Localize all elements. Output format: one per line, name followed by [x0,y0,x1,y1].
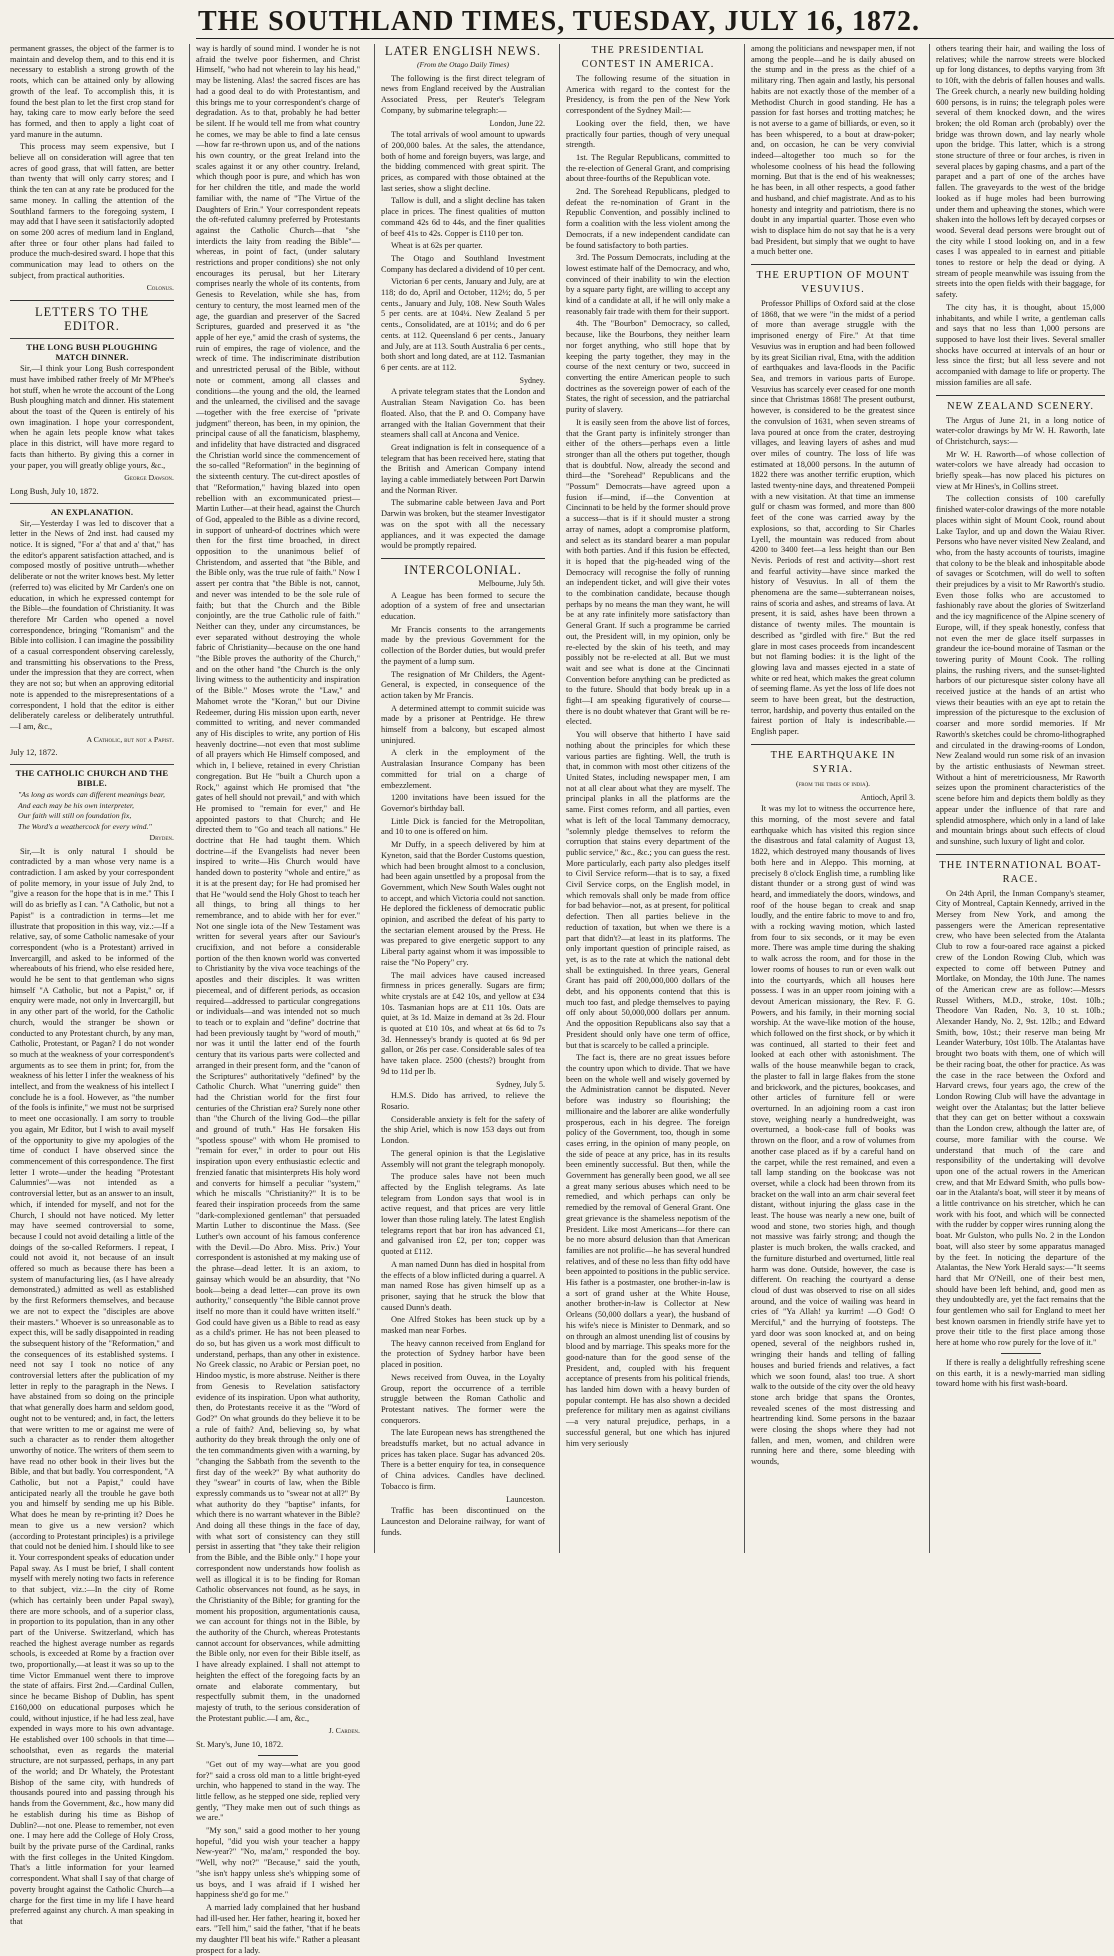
divider [258,1755,298,1756]
farming-article-text: permanent grasses, the object of the farmer is to maintain and develop them, and to this end it is necessary to establish a strong growth of the roots, which can be attained only by allowing growth of the leaf. To accomplish this, it is found the best plan to let the first crop stand for hay, taking care to mow early before the seed has formed, and then to apply a light coat of yard manure in the autumn. [10,44,174,139]
verse-line-1: "As long as words can different meanings bear, [18,790,165,800]
closing-anecdote: If there is really a delightfully refreshing scene on this earth, it is a newly-married man sidling toward home with his first wash-board. [936,1357,1105,1389]
masthead-rule [196,38,1114,39]
verse-line-2: And each may be his own interpreter, [18,800,134,810]
column-1 [4,44,180,1926]
intercolonial-p13: A determined attempt to commit suicide was made by a prisoner at Pentridge. He threw himself from a balcony, but escaped almost uninjured. [381,703,545,745]
intercolonial-p14: A clerk in the employment of the Australasian Insurance Company has been committed for trial on a charge of embezzlement. [381,748,545,790]
english-news-p6: Victorian 6 per cents, January and July, are at 118; do do, April and October, 112½; do, 5 per cents., January and July, 108. New South Wales 5 per cents. are at 104¼. New Zealand 5 per cents., Consolidated, are at 101½; and do 6 per cents. at 112. Queensland 6 per cents., January and July, are at 113. South Australia 6 per cents., both short and long dated, are at 112. Tasmanian 6 per cents. are at 112. [381,277,545,372]
dateline-sydney: Sydney. [519,375,545,385]
intercolonial-p18: The mail advices have caused increased firmness in prices generally. Sugars are firm; white crystals are at £42 10s, and yellow at £34 10s. Tasmanian hops are at £11 10s. Oats are quiet, at 3s 1d. Maize in demand at 3s 2d. Flour is quoted at £10 10s, and wheat at 6s 6d to 7s 3d. Hennessey's brandy is quoted at 6s 9d per gallon, or 26s per case. Considerable sales of tea have taken place. 2500 (chests?) brought from 9d to 11d per lb. [381,970,545,1076]
letter-1-signature: George Dawson. [124,473,174,483]
scenery-p1: The Argus of June 21, in a long notice of water-color drawings by Mr W. H. Raworth, late of Christchurch, says:— [936,415,1105,446]
letter-3-title: THE CATHOLIC CHURCH AND THE BIBLE. [10,764,174,788]
letter-3-body: Sir,—It is only natural I should be contradicted by a man whose very name is a contradiction. I am asked by your correspondent of polite memory, in your issue of July 2nd, to "give a reason for the hope that is in me." This I will do as briefly as I can. "A Catholic, but not a Papist" is a contradiction in terms—let me illustrate that proposition in this way, viz.:—If a relative, say, of some Catholic namesake of your correspondent (who is a Protestant) arrived in Invercargill, and asked to be informed of the whereabouts of his friend, who else resided here, would he be sent to that gentleman who signs himself "A Catholic, but not a Papist," or, if enquiry were made, not only in Invercargill, but in any other part of the world, for the Catholic church, would the stranger be shown or conducted to any Protestant church, by any man, Catholic, Protestant, or Pagan? I do not wonder so much at the weakness of your correspondent's arguments as to see them in print; for, from the weakness of his letter I infer the weakness of his intellect, and from the weakness of his intellect I conclude he is a fool. However, as "the number of the fools is infinite," we must not be surprised to meet one occasionally. I am sorry to trouble you again, Mr Editor, but I wish to avail myself of the opportunity to give my apologies of the time of conduct I have observed since the commencement of this correspondence. The first letter I wrote—under the heading "Protestant Calumnies"—was not intended as a controversial letter, but as an answer to an insult, which, if intended for myself, and not for the Church, I should not have noticed. My letter may have seemed controversial to some, because I could not avoid detailing a little of the doings of the so-called Reformers. I repeat, I could not avoid it, not because of an insult offered so much as because there has been a system of manufacturing lies, (as I have already demonstrated,) admitted as well as established by the first Reformers themselves, and because we are not to expect the "disciples are above their masters." Whoever is so unreasonable as to expect this, will be sadly disappointed in reading the subsequent history of the "Reformation," and the consequences of its established systems. I need not say I took no notice of any controversial letters after the publication of my letter in reply to the paragraph in the News. I have abstained from so doing on the principle that what generally does harm and seldom good, ought not to be ventured; and, in fact, the letters that were written to me or against me were of such a character as to render them altogether unworthy of notice. The writers of them seem to have read no other book in their lives but the Bible, and that but badly. You correspondent, "A Catholic, but not a Papist," could have anticipated nearly all the trouble he gave both you and himself by sending me up his Bible. What does he mean by re-printing it? Does he mean to give us a new version? which (according to Protestant principles) is a privilege that could not be denied him. I should like to see it. Your correspondent speaks of education under Papal sway. As I must be brief, I shall content myself with merely noting two facts in reference to that subject, viz.:—In the city of Rome (which has certainly been under Papal sway), there are more schools, and of a superior class, in proportion to its population, than in any other part of the Universe. Switzerland, which has reached the highest average number as regards schools, is exceeded at Rome by a fraction over two, proportionally,—at least it was so up to the time Victor Emmanuel went there to improve the state of affairs. First 2nd.—Cardinal Cullen, since he became Bishop of Dublin, has spent £160,000 on educational purposes which he could, without injustice, if he had less zeal, have expended in ways more to his own advantage. He established over 100 schools in that time—schoolsthat, even as regards the material structure, are not surpassed, perhaps, in any part of the world; and Dr Whately, the Protestant Bishop of the same city, with hundreds of thousands poured into and passing through his hands from the Government, &c., how many did he establish during his time as Bishop of Dublin?—not one. Please to remember, not even one. I may here add the College of Holy Cross, built by the private purse of the Cardinal, ranks with the first colleges in the United Kingdom. That's a little information for your learned correspondent. What shall I say of that charge of poverty brought against the Catholic Church—a charge for the first time in my life I have heard preferred against any church. A man speaking in that [10,846,174,1926]
farming-article-text-2: This process may seem expensive, but I believe all on consideration will agree that ten acres of good grass, that will fatten, are better than twenty that will only carry stores; and I think the ten can at any rate be produced for the same money. In calling the attention of the Southland farmers to the foregoing system, I may add that I have seen it satisfactorily adopted on some 200 acres of medium land in England, after three or four other plans had failed to produce the much-desired sward. I hope that this communication may lead to others on the subject, from practical authorities. [10,142,174,280]
intercolonial-p11: Mr Francis consents to the arrangements made by the previous Government for the collection of the Border duties, but would prefer the payment of a lump sum. [381,624,545,666]
english-news-source: (From the Otago Daily Times) [416,60,510,69]
letter-1-place: Long Bush, July 10, 1872. [10,486,99,496]
masthead [198,6,918,40]
boat-race-heading: THE INTERNATIONAL BOAT-RACE. [936,854,1105,887]
presidential-p2: Looking over the field, then, we have practically four parties, though of very unequal strength. [566,118,730,150]
dateline-launceston: Launceston. [506,1494,545,1504]
letters-heading: LETTERS TO THE EDITOR. [10,300,174,333]
english-news-p7: A private telegram states that the London and Australian Steam Navigation Co. has been floated. Also, that the P. and O. Company have arranged with the Italian Government that their steamers shall call at Ancona and Venice. [381,387,545,440]
anecdote-1: "Get out of my way—what are you good for?" said a cross old man to a little bright-eyed urchin, who happened to stand in the way. The little fellow, as he stepped one side, replied very gently, "They make men out of such things as we are." [196,1759,360,1823]
column-2 [189,44,366,1955]
english-news-p5: The Otago and Southland Investment Company has declared a dividend of 10 per cent. [381,253,545,274]
intercolonial-p16: Little Dick is fancied for the Metropolitan, and 10 to one is offered on him. [381,816,545,837]
presidential-p5: 3rd. The Possum Democrats, including at the lowest estimate half of the Democracy, and who, convinced of their inability to win the election by a square party fight, are willing to accept any kind of a candidate at all, if he will only make a reasonably fair trade with them for their support. [566,253,730,316]
intercolonial-p26: News received from Ouvea, in the Loyalty Group, report the occurrence of a terrible struggle between the Roman Catholic and Protestant natives. The former were the conquerors. [381,1372,545,1425]
column-5 [744,44,921,1553]
intercolonial-p10: A League has been formed to secure the adoption of a system of free and unsectarian education. [381,590,545,622]
farming-signature: Colonus. [146,283,174,293]
intercolonial-p12: The resignation of Mr Childers, the Agent-General, is expected, in consequence of the action taken by Mr Francis. [381,669,545,700]
column-3 [374,44,551,1553]
presidential-p4: 2nd. The Sorehead Republicans, pledged to defeat the re-nomination of Grant in the Republic Convention, and possibly inclined to form a coalition with the less violent among the Democrats, if a new independent candidate can be found satisfactory to both parties. [566,187,730,250]
syria-body: It was my lot to witness the occurrence here, this morning, of the most severe and fatal earthquake which has visited this region since the disastrous and fatal calamity of August 13, 1822, which destroyed many thousands of lives both here and in Aleppo. This morning, at precisely 8 o'clock English time, a rumbling like distant thunder or a strong gust of wind was heard, and immediately the doors, windows, and roof of the house began to creak and snap loudly, and the entire fabric to move to and fro, with a rocking waving motion, which lasted from four to six seconds, or it may be even more. There was ample time during the shaking to walk across the room, and for those in the lower rooms of houses to run or even walk out into the courtyards, which all houses here possess. I was in an upper room joining with a devout American missionary, the Rev. F. G. Powers, and his family, in their morning social worship. At the wave-like motion of the house, which followed on the first shock, or by which it was continued, all started to their feet and looked at each other with astonishment. The walls of the house meanwhile began to crack, the plaster to fall in large flakes from the stone and brickwork, and the pictures, bookcases, and other articles of furniture fell or were overturned. In an adjoining room a cast iron stove, weighing nearly a hundredweight, was overturned, a book-case full of books was thrown on the floor, and a row of volumes from another case placed as if by a careful hand on the carpet, while the rest remained, and even a tall lamp standing on the bookcase was not overset, while a clock had been thrown from its bracket on the wall into an arm chair several feet distant, without injuring the glass case in the least. The house was nearly a new one, built of wood and stone, two stories high, and though not massive was fairly strong; and though the plaster is much broken, the walls cracked, and the furniture disturbed and overturned, little real harm was done. Outside, however, the case is different. On reaching the courtyard a dense cloud of dust was observed to rise on all sides around, and the voice of wailing was heard in cries of "Ya Allah! ya kurrim! —O God! O Merciful," and the hurrying of footsteps. The yard door was soon knocked at, and on being opened, several of the neighbors rushed in, wringing their hands and telling of falling houses and buried friends and relatives, a fact which we soon found, alas! too true. A short walk to the outside of the city over the old heavy stone arch bridge that spans the Orontes, revealed scenes of the most distressing and heartrending kind. Some persons in the bazaar were closing the shops where they had not fallen, and men, women, and children were running here and there, some bleeding with wounds, [751,804,915,1467]
column-4 [559,44,736,1553]
intercolonial-p28: Traffic has been discontinued on the Launceston and Deloraine railway, for want of funds. [381,1506,545,1537]
intercolonial-p17: Mr Duffy, in a speech delivered by him at Kyneton, said that the Border Customs question, which had been brought almost to a conclusion, had been again unsettled by a proposal from the Government, which New South Wales ought not to accept, and which Victoria could not sanction. He deplored the fickleness of democratic public opinion, and ascribed the defeat of his party to the sectarian element aroused by the Press. He was prepared to give energetic support to any Liberal party against whom it was impossible to raise the "No Popery" cry. [381,840,545,967]
intercolonial-p19: H.M.S. Dido has arrived, to relieve the Rosario. [381,1091,545,1111]
presidential-heading: THE PRESIDENTIAL CONTEST IN AMERICA. [581,45,715,70]
scenery-heading: NEW ZEALAND SCENERY. [936,395,1105,414]
english-news-p8: Great indignation is felt in consequence of a telegram that has been received here, stating that the British and American Company intend laying a cable immediately between Port Darwin and the Norman River. [381,442,545,495]
intercolonial-p21: The general opinion is that the Legislative Assembly will not grant the telegraph monopoly. [381,1148,545,1169]
intercolonial-p25: The heavy cannon received from England for the protection of Sydney harbor have been placed in position. [381,1338,545,1370]
letter-3-continued: way is hardly of sound mind. I wonder he is not afraid the twelve poor fishermen, and Christ Himself, "who had not wherein to lay his head," may be listening. Alas! the sacred fisces are has had a good deal to do with Protestantism, and this brings me to your correspondent's charge of degradation. As to that, probably he had better be silent. If he would tell me from what country he comes, we may be able to find a late census—how far re-thrown upon us, and of the nations his own country, or the great Ireland into the scales against it or any other country. Ireland, which though poor is pure, and which has won for her children the title, and made the world familiar with, the name of "The Virtue of the Daughters of Erin." Your correspondent repeats the oft-refuted calumny preferred by Protestants against the Catholic Church—that "she interdicts the laity from reading the Bible"—whereas, in point of fact, (under salutary restrictions and proper conditions) she not only encourages its perusal, but her Literary comprises nearly the whole of its contents, from Genesis to Revelation, while she has, from century to century, the most learned men of the age, the guardian and preserver of the Sacred Scriptures, guarded and preserved it as "the apple of her eye," amid the crash of systems, the ruin of empires, the rage of violence, and the wreck of time. The indiscriminate distribution and unrestricted perusal of the Bible, without note or comment, among all classes and conditions—the young and the old, the learned and the unlearned, the civilised and the savage—together with the free exercise of "private judgment" thereon, has been, in my opinion, the principal cause of all the fanaticism, blasphemy, and infidelity that have distracted and disgraced the Christian world since the commencement of the so-called "Reformation" in the beginning of the sixteenth century. The cut-direct apostles of that "Reformation," having blazed into open rebellion with an excommunicated priest—Martin Luther—at their head, against the Church of God, appealed to the Bible as a divine record, in support of unheard-of doctrines which were then for the first time broached, in direct opposition to the unanimous belief of Christendom, and asserted that "the Bible, and the Bible only, was the true rule of faith." Now I assert per contra that "the Bible is not, cannot, and never was intended to be the sole rule of faith; but that the Church and the Bible conjointly, are the true Catholic rule of faith." Neither can they, under any circumstances, be ever separated without destroying the whole fabric of Christianity—because on the one hand "the Bible proves the authority of the Church," and on the other hand "the Church is the only living witness to the authenticity and inspiration of the Bible." Moses wrote the "Law," and Mahomet wrote the "Koran," but our Divine Redeemer, during His mission upon earth, never committed to writing, and never commanded any of His disciples to write, any portion of His heavenly doctrine—not even that most sublime of all prayers which He Himself composed, and which in, I believe, retained in every Christian congregation. But He "built a Church upon a Rock," against which He promised that "the gates of hell should not prevail," and with which He promised to "remain for ever," and He appointed pastors to that Church; and He directed them to "Go and teach all nations." He doctrine that He had taught them. Which doctrine—if the Evangelists had never been inspired to write—His Church would have handed down to posterity "whole and entire," as it is at the present day; for He had promised her that He "would send the Holy Ghost to teach her all things, to bring all things to her remembrance, and to abide with her for ever." Not one single iota of the New Testament was written for several years after our Saviour's crucifixion, and not before a considerable portion of the then known world was converted to Christianity by the viva voce teachings of the apostles and their disciples. It was written piecemeal, and of different periods, as occasion required—addressed to particular congregations or individuals—and was intended not so much to teach or to explain and "define" doctrine that had been previously taught by "word of mouth," nor was it until the latter end of the fourth century that its various parts were collected and arranged in their present form, and the "canon of the Scriptures" authoritatively "defined" by the Catholic Church. What "unerring guide" then had the Christian world for the first four centuries of the Christian era? Surely none other than "the Church of the living God—the pillar and ground of truth." Has He forsaken His "spotless spouse" with whom He promised to "remain for ever," in order to pour out His inspiration upon every enthusiastic eclectic and frenzied fanatic that misinterprets His holy word and converts for himself a peculiar "system," which he miscalls "Christianity?" It is to be feared their inspiration proceeds from the same "dark-complexioned gentleman" that persuaded Martin Luther to discontinue the Mass. (See Luther's own account of his famous conference with the Devil.—Do Abro. Miss. Priv.) Your correspondent is astonished at my making use of the phrase—dead letter. It is an axiom, to gainsay which would be an absurdity, that "No book—being a dead letter—can prove its own authority," consequently "the Bible cannot prove itself no more than it could have written itself." God could have given us a Bible to read as easy as a child's primer. He has not been pleased to do so, but has given us a work most difficult to understand, perhaps, than any other in existence. No Greek classic, no Arabic or Persian poet, no Hindoo mystic, is more abstruse. Neither is there from Genesis to Revelation satisfactory evidence of its inspiration. Upon what authority, then, do Protestants receive it as the "Word of God?" On what grounds do they believe it to be a rule of faith? And, believing so, by what authority do they break through the only one of the ten commandments given with a warning, by "changing the Sabbath from the seventh to the first day of the week?" By what authority do they "swear" in courts of law, when the Bible expressly commands us to "swear not at all?" By what authority do they "baptise" infants, for which there is no warrant whatever in the Bible? And doing all these things in the face of day, with what sort of consistency can they still persist in asserting that "they take their religion from the Bible, and the Bible only." I hope your correspondent now understands how foolish as well as illogical it is to be finding for Roman Catholic observances not found, as he says, in the Christianity of the Bible; for granting for the moment his proposition, argumentationis causa, we can account for things not in the Bible, by the authority of the Church, whereas Protestants cannot account for observances, while admitting the Bible only, nor even for their Bible itself, as I have already explained. I shall not attempt to heighten the effect of the foregoing facts by an ornate and elaborate commentary, but respectfully submit them, in the unadorned majesty of truth, to the serious consideration of the Protestant public.—I am, &c., [196,44,360,1723]
letter-2-body: Sir,—Yesterday I was led to discover that a letter in the News of 2nd inst. had caused my notice. It is signed, "For a' that and a' that," has the editor's apparent satisfaction attached, and is composed mostly of positive untruth—whether deliberate or not the writer knows best. My letter (referred to) was elicited by Mr Carden's one on education, in which he expressed contempt for the Bible—the foundation of Christianity. It was therefore Mr Carden who opened a novel correspondence, bringing "Romanism" and the Bible into collision. I can imagine the possibility of a casual correspondent observing carelessly, and transmitting his observations to the Press, under the impression that they are correct, when they are not so; but when an approving editorial note is appended to the misrepresentations of a correspondent, I hold that the editor is either deliberately careless or deliberately untruthful.—I am, &c., [10,518,174,731]
dateline-antioch: Antioch, April 3. [860,792,915,802]
intercolonial-p23: A man named Dunn has died in hospital from the effects of a blow inflicted during a quarrel. A man named Rose has given himself up as a prisoner, saying that he struck the blow that caused Dunn's death. [381,1259,545,1312]
scenery-p3: The collection consists of 100 carefully finished water-color drawings of the more notable places within sight of Mount Cook, round about Lake Taylor, and up and down the Waiau River. Persons who have never visited New Zealand, and who, from the hasty accounts of tourists, imagine that colony to be the bleak and inhospitable abode of savages or Scotchmen, will do well to soften their prejudices by a visit to Mr Raworth's studio. Even those folks who are accustomed to fashionably rave about the glories of Switzerland and the icy magnificence of the Alpine scenery of Europe, will, if they speak honestly, confess that not even the mer de glace itself surpasses in grandeur the ice-bound moraine of Tasman or the towering purity of Mount Cook. The rolling plains, the rushing rivers, and the sunset-lighted harbors of our picturesque sister colony have all received justice at the hands of an artist who views their beauties with an eye apt to retain the impression of the picturesque to the exclusion of coarser and more sordid memories. If Mr Raworth's sketches could be chromo-lithographed and circulated in the drawing-rooms of London, New Zealand would run some risk of an invasion by the artistic enthusiasts of Newman street. Without a hint of meretriciousness, Mr Raworth seizes upon the prominent characteristics of the scene before him and depicts them boldly as they appear under the influence of that rare and splendid atmosphere, which only in a land of lake and mountain brings about such effects of cloud and sunshine, such luxury of light and color. [936,494,1105,846]
verse-line-3: Our faith will still on foundation fix, [18,811,132,821]
presidential-p3: 1st. The Regular Republicans, committed to the re-election of General Grant, and comprising about three-fourths of the Republican vote. [566,152,730,184]
boat-race-p1: On 24th April, the Inman Company's steamer, City of Montreal, Captain Kennedy, arrived in the Mersey from New York, and among the passengers were the American representative crew, who have been selected from the Atalanta Club to row a four-oared race against a picked crew of the London Rowing Club, which was expected to come off between Putney and Mortlake, on Monday, the 10th June. The names of the American crew are as follow:—Messrs Russel Withers, M.D., stroke, 10st. 10lb.; Theodore Van Raden, No. 3, 10 st. 10lb.; Alexander Handy, No. 2, 9st. 12lb.; and Edward Smith, bow, 10st.; their reserve man being Mr Leander Waterbury, 10st 10lb. The Atalantas have brought two boats with them, one of which will be their racing boat, the other for practice. As was the case in the race between the Oxford and Harvard crews, four years ago, the crew of the London Rowing Club will have the advantage in weight over the Atalantas; but the latter believe that they can get on better without a coxswain than the London crew, although the latter are, of course, more familiar with the course. We understand that much of the care and responsibility of the undertaking will devolve upon one of the actual rowers in the American crew, and that Mr Edward Smith, who pulls bow-oar in the Atalanta's boat, will steer it by means of a little contrivance on his stretcher, which he can work with his foot, and which will be connected with the rudder by copper wires running along the boat. Mr Gulston, who pulls No. 2 in the London boat, will also steer by some apparatus managed by the feet. In noticing the departure of the Atalantas, the New York Herald says:—"It seems hard that Mr O'Neill, one of their best men, should have been left behind, and, good men as they undoubtedly are, yet the fact remains that the four gentlemen who sail for England to meet her best known oarsmen in friendly strife have yet to prove their title to the first place among those here at home who row purely for the love of it." [936,888,1105,1348]
masthead-paper: THE SOUTHLAND TIMES, [198,6,566,37]
english-news-p9: The submarine cable between Java and Port Darwin was broken, but the steamer Investigator was on the spot with all the necessary appliances, and it was expected the damage would be promptly repaired. [381,498,545,551]
letter-3-signature: J. Carden. [328,1726,360,1736]
intercolonial-p22: The produce sales have not been much affected by the English telegrams. As late telegram from London says that wool is in active request, and that prices are very little lower than those ruling lately. The latest English telegrams report that bar iron has advanced £1, and galvanised iron £2, per ton; copper was quoted at £112. [381,1172,545,1257]
presidential-continued: among the politicians and newspaper men, if not among the people—and he is daily abused on the stump and in the press as the chief of a military ring. Then again and lastly, his personal habits are not exactly those of the member of a Methodist Church in good standing. He has a passion for fast horses and trotting matches; he is not averse to a game of billiards, or even, so it has been whispered, to a bout at draw-poker; and, on occasion, he can be very convivial indeed—altogether too much so for the wholesome coolness of his head the following morning. But that is the end of his weaknesses; he has been, in all other respects, a good father and husband, and chief magistrate. And as to his honesty and integrity and patriotism, there is no doubt in any impartial quarter. Those even who wish to displace him do not say that he is a very bad President, but simply that we ought to have a much better one. [751,44,915,257]
syria-heading: THE EARTHQUAKE IN SYRIA. [751,744,915,777]
letter-1-body: Sir,—I think your Long Bush correspondent must have imbibed rather freely of Mr M'Phee's hot stuff, when he wrote the account of the Long Bush ploughing match and dinner. His statement about the toast of the Queen is entirely of his own imagination. I hope your correspondent, when he again lets people know what takes place in this district, will have more regard to facts than hitherto. By giving this a corner in your paper, you will greatly oblige yours, &c., [10,364,174,470]
intercolonial-p20: Considerable anxiety is felt for the safety of the ship Ariel, which is now 153 days out from London. [381,1114,545,1146]
presidential-p9: The fact is, there are no great issues before the country upon which to divide. That we have been on the whole well and wisely governed by the Administration cannot be disputed. Never before was industry so flourishing; the millionaire and the laborer are alike wonderfully prosperous, each in his degree. The foreign policy of the Government, too, though in some cases erring, in the opinion of many people, on the side of peace at any price, has in its results been eminently successful. But then, while the Government has generally been good, we all see a great many serious abuses which need to be remedied, and which perhaps can only be remedied by the removal of General Grant. One great grievance is the shameless nepotism of the President. Like most Americans—for there can be no more absurd delusion than that American families are not prolific—he has several hundred relatives, and of these no less than fifty odd have been appointed to positions in the public service. His father is a postmaster, one brother-in-law is a sort of grand usher at the White House, another brother-in-law is Collector at New Orleans (50,000 dollars a year), the husband of his wife's niece is Minister to Denmark, and so on through an almost unending list of cousins by blood and by marriage. This speaks more for the good-nature than for the good sense of the President, and, coupled with his frequent acceptance of presents from his political friends, has landed him down with a heavy burden of popular contempt. He has also shown a decided preference for military men as against civilians—a very natural prejudice, perhaps, in a successful general, but one which has injured him very seriously [566,1053,730,1448]
letter-2-title: AN EXPLANATION. [10,503,174,517]
letter-3-place: St. Mary's, June 10, 1872. [196,1740,284,1750]
presidential-p7: It is easily seen from the above list of forces, that the Grant party is infinitely stronger than either of the others—perhaps even a little stronger than all the others put together, though that is doubtful. Now, already the second and third—the "Sorehead" Republicans and the "Possum" Democrats—have agreed upon a fusion if—mind, if—the Convention at Cincinnati to be held by the former should prove a success—that is if it should muster a strong array of names, adopt a compromise platform, and select as its standard bearer a man popular with both parties. And if this fusion be effected, it is hoped that the pig-headed wing of the Democracy will recognise the folly of running an independent ticket, and will give their votes to the combination candidate, because though perhaps by no means the man they want, he will be at any rate infinitely more satisfactory than General Grant. If such a programme be carried out, the President will, in my opinion, only be re-elected by the skin of his teeth, and may possibly not be re-elected at all. But we must wait and see what is done at the Cincinnati Convention before anything can be predicted as to the future. Should that body break up in a fight—I am speaking figuratively of course—there is no doubt whatever that Grant will be re-elected. [566,417,730,727]
dateline-sydney-2: Sydney, July 5. [496,1079,545,1089]
masthead-day: TUESDAY, [572,6,717,37]
presidential-p8: You will observe that hitherto I have said nothing about the principles for which these various parties are fighting. Well, the truth is that, in common with most other citizens of the United States, including newspaper men, I am not at all clear about what they are myself. The principal planks in all the platforms are the same. First comes reform, and all parties, even what is left of the local Tammany democracy, "solemnly pledge themselves to reform the corruption that stains every department of the public service," &c., &c.; you can guess the rest. More particularly, each party also pledges itself to Civil Service reform—that is to say, a fixed Civil Service corps, on the English model, in which removals shall only be made from office for bad behavior—not, as at present, for political defection. Then all parties believe in the reduction of taxation, but when we there is a part that didn't?—at least in its platforms. The only important question of principle raised, as yet, is as to the rate at which the national debt shall be extinguished. In three years, General Grant has paid off 200,000,000 dollars of the debt, and his opponents contend that this is much too fast, and pledge themselves to paying off only about 50,000,000 dollars per annum. And the opposition Republicans also say that a President should only have one term of office, but that is scarcely to be called a principle. [566,730,730,1050]
english-news-p4: Wheat is at 62s per quarter. [391,241,483,251]
english-news-p3: Tallow is dull, and a slight decline has taken place in prices. The finest qualities of mutton command 42s 6d to 44s, and the finer qualities of beef 41s to 42s. Copper is £110 per ton. [381,196,545,238]
letter-2-place: July 12, 1872. [10,748,58,758]
intercolonial-p27: The late European news has strengthened the breadstuffs market, but no actual advance in prices has taken place. Sugar has advanced 20s. There is a better enquiry for tea, in consequence of China advices. Candles have declined. Tobacco is firm. [381,1428,545,1491]
syria-continued: others tearing their hair, and wailing the loss of relatives; while the narrow streets were blocked up for long distances, to depths varying from 3ft to 10ft, with the debris of fallen houses and walls. The Greek church, a nearly new building holding 600 persons, is in ruins; the telegraph poles were several of them knocked down, and the wires broken; the old Roman arch (probably) over the bridge was thrown down, and lay nearly whole upon the bridge. This latter, which is a strong stone structure of three or four arches, is riven in several places by gaping chasms, and a part of the parapet and a part of one of the arches have fallen. The graveyards to the west of the bridge looked as if huge moles had been burrowing under them and upheaving the stones, which were shaken into the hollows left by decayed corpses or wood. Several dead persons were brought out of the city while I stood looking on, and in a few cases I was appealed to in earnest and pitiable tones to restore or help the dead or dying. A stream of people meanwhile was issuing from the streets into the open fields with their baggage, for safety. [936,44,1105,300]
intercolonial-p15: 1200 invitations have been issued for the Governor's birthday ball. [381,793,545,813]
english-news-heading: LATER ENGLISH NEWS. [384,44,542,58]
intercolonial-p24: One Alfred Stokes has been stuck up by a masked man near Forbes. [381,1315,545,1336]
anecdote-2: "My son," said a good mother to her young hopeful, "did you wish your teacher a happy New-year?" "No, ma'am," responded the boy. "Well, why not?" "Because," said the youth, "she isn't happy unless she's whipping some of us boys, and I was afraid if I wished her happiness she'd go for me." [196,1826,360,1900]
english-news-p1: The following is the first direct telegram of news from England received by the Australian Associated Press, per Reuter's Telegram Company, by submarine telegraph:— [381,73,545,115]
letter-2-signature: A Catholic, but not a Papist. [86,734,174,744]
masthead-date: JULY 16, [724,6,844,37]
english-news-p2: The total arrivals of wool amount to upwards of 200,000 bales. At the sales, the attendance, both of home and foreign buyers, was large, and the bidding commenced with great spirit. The prices, as compared with those obtained at the last series, show a slight decline. [381,130,545,193]
dateline-melbourne: Melbourne, July 5th. [478,578,545,588]
scenery-p2: Mr W. H. Raworth—of whose collection of water-colors we have already had occasion to briefly speak—has now placed his pictures on view at Mr Hines's, in Collins street. [936,449,1105,491]
divider-2 [1001,1353,1041,1354]
columns [4,44,1110,1955]
presidential-p6: 4th. The "Bourbon" Democracy, so called, because, like the Bourbons, they neither learn nor forget anything, who still hope that by keeping the party together, they may in the course of the next century or two, succeed in converting the entire American people to such doctrines as the sovereign power of each of the States, the right of secession, and the patriarchal purity of slavery. [566,319,730,415]
dateline-london: London, June 22. [489,118,545,128]
syria-continued-2: The city has, it is thought, about 15,000 inhabitants, and while I write, a gentleman calls and says that no less than 1,000 persons are supposed to have lost their lives. Several smaller shocks have occurred at intervals of an hour or less since the first; but all less severe and not accompanied with damage to life or property. The mission families are all safe. [936,302,1105,387]
intercolonial-heading: INTERCOLONIAL. [381,558,545,577]
masthead-year: 1872. [851,6,920,37]
syria-source: (from the times of india). [796,778,870,788]
vesuvius-body: Professor Phillips of Oxford said at the close of 1868, that we were "in the midst of a period of more than average struggle with the imprisoned energy of Fire." At that time Vesuvius was in eruption and had been followed by its great Sicilian rival, Etna, with the addition of earthquakes and lava-floods in the Pacific Sea, and tremors in various parts of Europe. Vesuvius has scarcely ever ceased for one month since that Christmas 1868! The present outburst, however, is considered to be the greatest since the convulsion of 1631, when seven streams of lava poured at once from the crater, destroying villages, and leaving layers of ashes and mud over miles of country. The loss of life was estimated at 18,000 persons. In the autumn of 1822 there was another terrific eruption, which lasted twenty-nine days, and threatened Pompeii with a new visitation. At that time an immense gulf or chasm was formed, and more than 800 feet of the cone was carried away by the explosions, so that, according to Sir Charles Lyell, the mountain was reduced from about 4200 to 3400 feet—a less height than our Ben Nevis. Periods of rest and activity—short rest and fearful activity—have since marked the history of Vesuvius. In all of them the phenomena are the same—subterranean noises, rains of scoria and ashes, and streams of lava. At present, it is said, ashes have been thrown a distance of twenty miles. The mountain is described as "girdled with fire." But the red glare in most cases proceeds from incandescent but not flaming bodies: it is the light of the glowing lava and masses ejected in a state of white or red heat, which makes the great column of seeming flame. As yet the loss of life does not seem to have been great, but the destruction, terror, hardship, and poverty thus entailed on the fairest portion of Italy is indescribable.—English paper. [751,299,915,737]
presidential-p1: The following resume of the situation in America with regard to the contest for the Presidency, is from the pen of the New York correspondent of the Sydney Mail:— [566,74,730,116]
column-6 [929,44,1111,1553]
verse-source: Dryden. [149,832,174,842]
letter-1-title: THE LONG BUSH PLOUGHING MATCH DINNER. [10,338,174,362]
verse-line-4: The Word's a weathercock for every wind." [18,822,152,832]
vesuvius-heading: THE ERUPTION OF MOUNT VESUVIUS. [751,264,915,297]
anecdote-3: A married lady complained that her husband had ill-used her. Her father, hearing it, boxed her ears. "Tell him," said the father, "that if he beats my daughter I'll beat his wife." Rather a pleasant prospect for a lady. [196,1902,360,1955]
